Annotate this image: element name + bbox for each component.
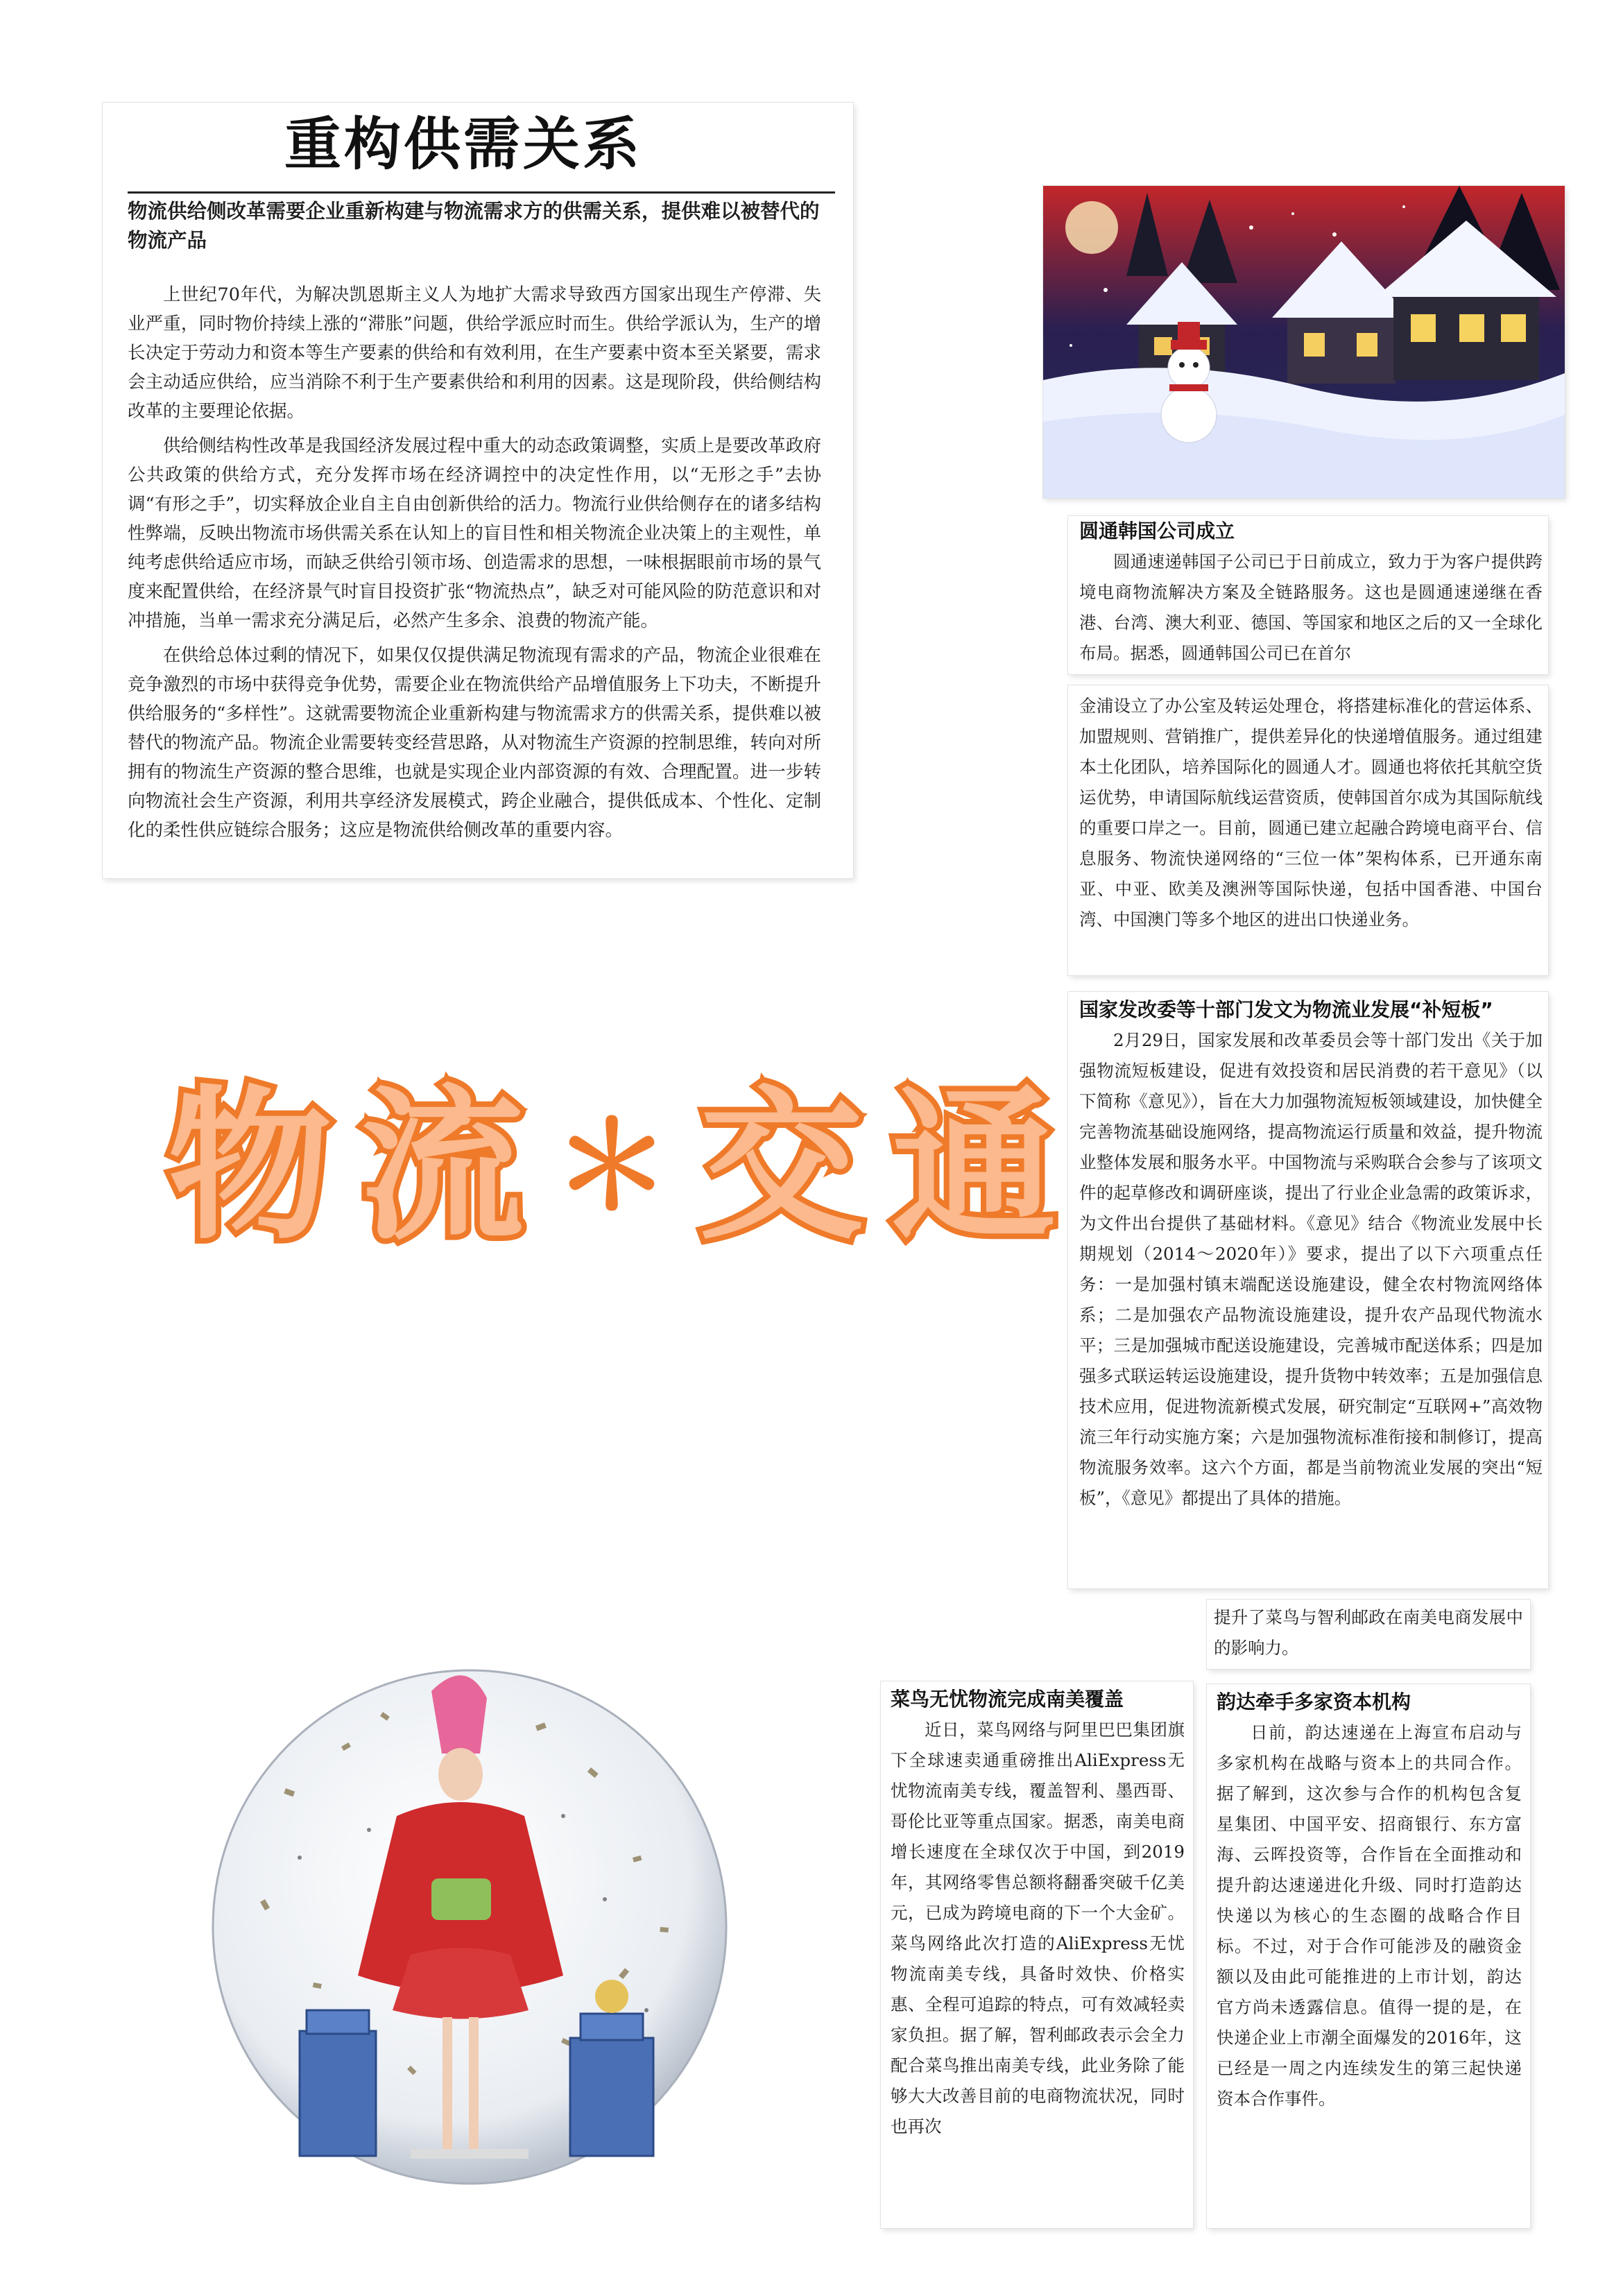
title-rule [128, 191, 835, 194]
banner-asterisk: ＊ [552, 1098, 671, 1235]
banner-char: 物 [168, 1071, 332, 1262]
yto-title: 圆通韩国公司成立 [1079, 520, 1235, 542]
ndrc-title: 国家发改委等十部门发文为物流业发展“补短板” [1079, 998, 1493, 1021]
ndrc-clipping [1068, 992, 1548, 1588]
banner-char: 流 [360, 1071, 524, 1262]
yto-body-part2: 金浦设立了办公室及转运处理仓，将搭建标准化的营运体系、加盟规则、营销推广，提供差异化的快递增值服务。通过组建本土化团队，培养国际化的圆通人才。圆通也将依托其航空货运优势，申请国际航线运营资质，使韩国首尔成为其国际航线的重要口岸之一。目前，圆通已建立起融合跨境电商平台、信息服务、物流快递网络的“三位一体”架构体系，已开通东南亚、中亚、欧美及澳洲等国际快递，包括中国香港、中国台湾、中国澳门等多个地区的进出口快递业务。 [1079, 696, 1543, 929]
cainiao-body: 近日，菜鸟网络与阿里巴巴集团旗下全球速卖通重磅推出AliExpress无忧物流南美专线，覆盖智利、墨西哥、哥伦比亚等重点国家。据悉，南美电商增长速度在全球仅次于中国，到2019年，其网络零售总额将翻番突破千亿美元，已成为跨境电商的下一个大金矿。菜鸟网络此次打造的AliExpress无忧物流南美专线，具备时效快、价格实惠、全程可追踪的特点，可有效减轻卖家负担。据了解，智利邮政表示会全力配合菜鸟推出南美专线，此业务除了能够大大改善目前的电商物流状况，同时也再次 [891, 1720, 1185, 2136]
banner-char: 交 [699, 1071, 864, 1262]
snow-globe-illustration [203, 1650, 737, 2198]
main-paragraph: 供给侧结构性改革是我国经济发展过程中重大的动态政策调整，实质上是要改革政府公共政策的供给方式，充分发挥市场在经济调控中的决定性作用，以“无形之手”去协调“有形之手”，切实释放企业自主自由创新供给的活力。物流行业供给侧存在的诸多结构性弊端，反映出物流市场供需关系在认知上的盲目性和相关物流企业决策上的主观性，单纯考虑供给适应市场，而缺乏供给引领市场、创造需求的思想，一味根据眼前市场的景气度来配置供给，在经济景气时盲目投资扩张“物流热点”，缺乏对可能风险的防范意识和对冲措施，当单一需求充分满足后，必然产生多余、浪费的物流产能。 [128, 436, 821, 631]
yunda-body: 日前，韵达速递在上海宣布启动与多家机构在战略与资本上的共同合作。据了解到，这次参与合作的机构包含复星集团、中国平安、招商银行、东方富海、云晖投资等，合作旨在全面推动和提升韵达速递进化升级、同时打造韵达快递以为核心的生态圈的战略合作目标。不过，对于合作可能涉及的融资金额以及由此可能推进的上市计划，韵达官方尚未透露信息。值得一提的是，在快递企业上市潮全面爆发的2016年，这已经是一周之内连续发生的第三起快递资本合作事件。 [1217, 1722, 1522, 2109]
yto-korea-continued-clipping [1068, 685, 1548, 975]
cainiao-continuation: 提升了菜鸟与智利邮政在南美电商发展中的影响力。 [1214, 1607, 1523, 1658]
yto-korea-clipping [1068, 516, 1548, 674]
cainiao-continuation-clipping [1207, 1600, 1530, 1669]
banner-text [168, 1063, 1056, 1271]
winter-illustration [1043, 186, 1565, 498]
main-article-subtitle: 物流供给侧改革需要企业重新构建与物流需求方的供需关系，提供难以被替代的物流产品 [128, 200, 820, 252]
snow-globe-photo [203, 1650, 737, 2198]
main-paragraph: 上世纪70年代，为解决凯恩斯主义人为地扩大需求导致西方国家出现生产停滞、失业严重，同时物价持续上涨的“滞胀”问题，供给学派应时而生。供给学派认为，生产的增长决定于劳动力和资本等生产要素的供给和有效利用，在生产要素中资本至关紧要，需求会主动适应供给，应当消除不利于生产要素供给和利用的因素。这是现阶段，供给侧结构改革的主要理论依据。 [128, 284, 821, 422]
cainiao-title: 菜鸟无忧物流完成南美覆盖 [891, 1688, 1124, 1711]
yunda-clipping [1207, 1684, 1530, 2228]
cainiao-clipping [881, 1681, 1193, 2228]
main-article-title: 重构供需关系 [284, 112, 643, 178]
main-article-clipping [103, 103, 853, 878]
main-article-body [128, 280, 821, 845]
yto-body-part1: 圆通速递韩国子公司已于日前成立，致力于为客户提供跨境电商物流解决方案及全链路服务。这也是圆通速递继在香港、台湾、澳大利亚、德国、等国家和地区之后的又一全球化布局。据悉，圆通韩国公司已在首尔 [1079, 551, 1543, 663]
main-paragraph: 在供给总体过剩的情况下，如果仅仅提供满足物流现有需求的产品，物流企业很难在竞争激烈的市场中获得竞争优势，需要企业在物流供给产品增值服务上下功夫，不断提升供给服务的“多样性”。这就需要物流企业重新构建与物流需求方的供需关系，提供难以被替代的物流产品。物流企业需要转变经营思路，从对物流生产资源的控制思维，转向对所拥有的物流生产资源的整合思维，也就是实现企业内部资源的有效、合理配置。进一步转向物流社会生产资源，利用共享经济发展模式，跨企业融合，提供低成本、个性化、定制化的柔性供应链综合服务；这应是物流供给侧改革的重要内容。 [128, 645, 821, 841]
ndrc-body: 2月29日，国家发展和改革委员会等十部门发出《关于加强物流短板建设，促进有效投资和居民消费的若干意见》（以下简称《意见》），旨在大力加强物流短板领域建设，加快健全完善物流基础设施网络，提高物流运行质量和效益，提升物流业整体发展和服务水平。中国物流与采购联合会参与了该项文件的起草修改和调研座谈，提出了行业企业急需的政策诉求，为文件出台提供了基础材料。《意见》结合《物流业发展中长期规划（2014～2020年）》要求，提出了以下六项重点任务：一是加强村镇末端配送设施建设，健全农村物流网络体系；二是加强农产品物流设施建设，提升农产品现代物流水平；三是加强城市配送设施建设，完善城市配送体系；四是加强多式联运转运设施建设，提升货物中转效率；五是加强信息技术应用，促进物流新模式发展，研究制定“互联网+”高效物流三年行动实施方案；六是加强物流标准衔接和制修订，提高物流服务效率。这六个方面，都是当前物流业发展的突出“短板”，《意见》都提出了具体的措施。 [1079, 1030, 1543, 1508]
logistics-banner [158, 1063, 1061, 1271]
yunda-title: 韵达牵手多家资本机构 [1217, 1690, 1411, 1713]
banner-char: 通 [891, 1071, 1056, 1262]
winter-village-photo [1043, 186, 1565, 498]
